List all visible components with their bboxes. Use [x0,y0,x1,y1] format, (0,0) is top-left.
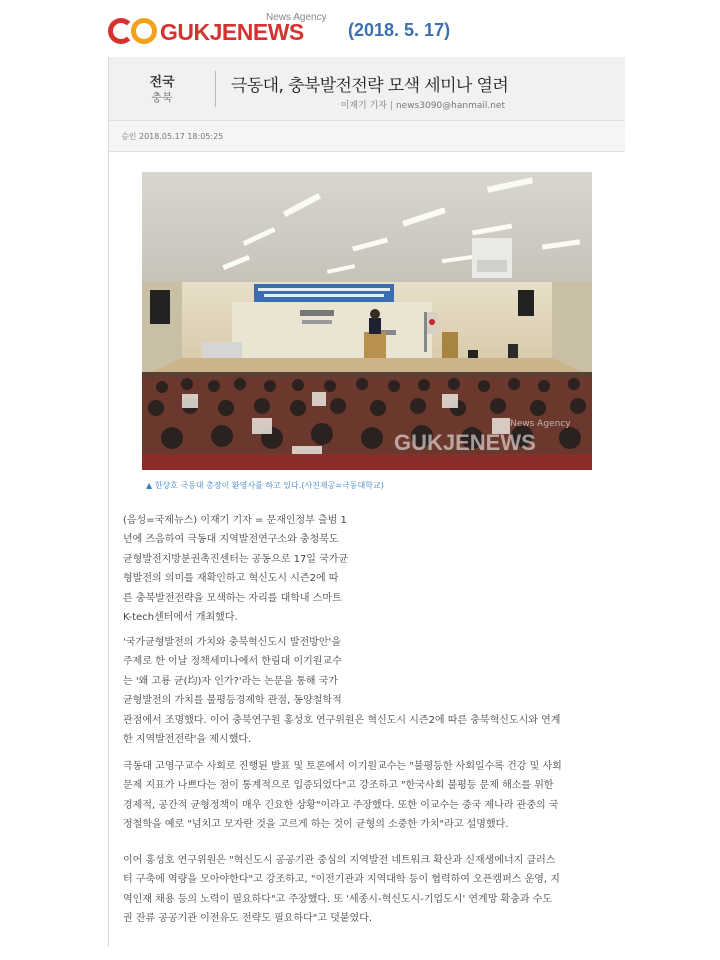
article-paragraph: '국가균형발전의 가치와 충북혁신도시 발전방안'을 주제로 한 이날 정책세미나에서 한림대 이기원교수 는 '왜 고룡 균(均)자 인가?'라는 논문을 통해 국가 균형발전의 가치를 불평등경제학 관점, 동양철학적 관점에서 조명했다. 이어 충북연구원 홍성호 연구위원은 혁신도시 시즌2에 따른 충북혁신도시와 연계 한 지역발전전략'을 제시했다. [123,637,561,746]
subsection-name[interactable]: 충북 [151,91,173,104]
reporter-name: 이재기 기자 [340,101,387,111]
byline [341,98,505,111]
article-paragraph: (음성=국제뉴스) 이재기 기자 = 문재인정부 출범 1 년에 즈음하여 극동대 지역발전연구소와 충청북도 균형발전지방분권촉진센터는 공동으로 17일 국가균 형발전의 의미를 재확인하고 혁신도시 시즌2에 따 른 충북발전전략을 모색하는 자리를 대학내 스마트 K-tech센터에서 개최했다. [123,515,349,624]
byline-divider [391,101,392,110]
article-paragraph: 극동대 고영구교수 사회로 진행된 발표 및 토론에서 이기원교수는 "불평등한 사회일수록 건강 및 사회 문제 지표가 나쁘다는 점이 통계적으로 입증되었다"고 강조하고 "한국사회 불평등 문제 해소를 위한 경제적, 공간적 균형정책이 매우 긴요한 상황"이라고 주장했다. 또한 이교수는 중국 제나라 관중의 국 정철학을 예로 "넘치고 모자란 것을 고르게 하는 것이 균형의 소중한 가치"라고 설명했다. [123,761,562,831]
article-photo [142,172,592,470]
article-paragraph: 이어 홍성호 연구위원은 "혁신도시 공공기관 중심의 지역발전 네트워크 확산과 신재생에너지 클러스 터 구축에 역량을 모아야한다"고 강조하고, "이전기관과 지역대학 등이 협력하여 오픈캠퍼스 운영, 지 역인재 채용 등의 노력이 필요하다"고 주장했다. 또 '세종시-혁신도시-기업도시' 연계망 확충과 수도 권 잔류 공공기관 이전유도 전략도 필요하다"고 덧붙였다. [123,855,560,925]
logo-agency-text: News Agency [266,12,327,23]
logo-o-mark [131,18,157,44]
photo-watermark-agency: News Agency [510,419,571,429]
photo-caption: ▲ 한상호 극동대 총장이 환영사를 하고 있다.(사진제공=극동대학교) [146,481,384,490]
gukjenews-logo [108,14,338,50]
photo-watermark: GUKJENEWS [394,430,536,455]
clipping-date: (2018. 5. 17) [348,20,451,40]
publish-timestamp: 승인 2018.05.17 18:05:25 [121,132,224,141]
section-label [109,75,215,105]
article-title: 극동대, 충북발전전략 모색 세미나 열려 [231,76,509,96]
article-header [109,57,625,121]
section-name[interactable]: 전국 [149,75,175,90]
logo-wordmark: GUKJENEWS [160,19,304,45]
header-divider [215,71,216,107]
article-container [108,57,625,947]
reporter-email[interactable]: news3090@hanmail.net [395,101,505,111]
publish-meta-bar [109,121,625,152]
